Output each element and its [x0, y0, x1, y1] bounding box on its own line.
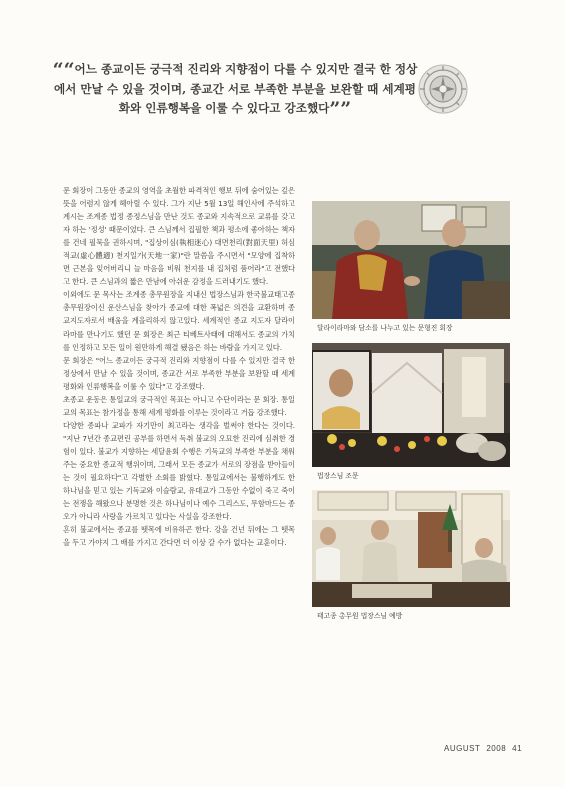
- photo-caption-3: 태고종 총무원 법장스님 예방: [317, 612, 403, 620]
- footer-month: AUGUST: [444, 744, 481, 753]
- paragraph-6: 흔히 불교에서는 종교를 뗏목에 비유하곤 한다. 강을 건넌 뒤에는 그 뗏목을 두고 가야지 그 배를 가지고 간다면 더 이상 갈 수가 없다는 교훈이다.: [63, 525, 295, 548]
- paragraph-4: 초종교 운동은 통일교의 궁극적인 목표는 아니고 수단이라는 문 회장. 통일교의 목표는 참가정을 통해 세계 평화를 이루는 것이라고 거듭 강조했다.: [63, 394, 295, 417]
- paragraph-2: 이외에도 문 목사는 조계종 총무원장을 지내신 법장스님과 한국불교태고종 총무원장이신 운산스님을 찾아가 종교에 대한 폭넓은 의견을 교환하며 종교지도자로서 배움을 계을리하지 않고있다. 세계적인 종교 지도자 달라이라마를 만나기도 했던 문 회장은 최근 티베트사태에 대해서도 종교의 가치를 인정하고 모든 일이 원만하게 해결 됐음은 하는 바람을 가지고 있다.: [63, 290, 295, 352]
- open-quote-mark: “: [52, 59, 64, 81]
- pull-quote-text: 어느 종교이든 궁극적 진리와 지향점이 다를 수 있지만 결국 한 정상에서 만날 수 있을 것이며, 종교간 서로 부족한 부분을 보완할 때 세계평화와 인류행복을 이룰 수 있다고 강조했다: [53, 62, 418, 115]
- article-body: [63, 184, 295, 549]
- pull-quote: ““어느 종교이든 궁극적 진리와 지향점이 다를 수 있지만 결국 한 정상에서 만날 수 있을 것이며, 종교간 서로 부족한 부분을 보완할 때 세계평화와 인류행복을 이룰 수 있다고 강조했다””: [52, 59, 418, 120]
- page-footer: [444, 744, 528, 753]
- page-number: 41: [512, 744, 523, 753]
- photo-caption-1: 달라이라마와 담소를 나누고 있는 문형진 회장: [317, 324, 453, 332]
- photo-taego-visit: [312, 490, 510, 607]
- footer-year: 2008: [486, 744, 507, 753]
- paragraph-5: 다양한 종파나 교파가 자기만이 최고라는 생각을 벌써야 한다는 것이다. "지난 7년간 종교편린 공부를 하면서 독취 불교의 오묘한 진리에 심취한 경험이 있다. 불교가 지향하는 세달윤회 수행은 기독교의 부족한 부분을 채워주는 중요한 종교적 행위이며, 그래서 모든 종교가 서로의 장점을 받아들이는 것이 필요하다"고 각별한 소회를 밝혔다. 통일교에서는 불행하게도 한 하나님을 믿고 있는 기독교와 이슬람교, 유대교가 그동안 수없이 죽고 죽이는 전쟁을 해왔으나 분명한 것은 하나님이나 예수 그리스도, 무함마드는 종오가 아니라 사랑을 가르치고 있다는 사실을 강조한다.: [63, 420, 295, 522]
- close-quote-mark: ”: [329, 98, 341, 120]
- paragraph-3: 문 회장은 "어느 종교이든 궁극적 진리와 지향점이 다를 수 있지만 결국 한 정상에서 만날 수 있을 것이며, 종교간 서로 부족한 부분을 보완할 때 세계평화와 인류행복을 이룰 수 있다"고 강조했다.: [63, 355, 295, 391]
- photo-caption-2: 법장스님 조문: [317, 472, 359, 480]
- paragraph-1: 문 회장이 그동안 종교의 영역을 초월한 파격적인 행보 뒤에 숨어있는 깊은 뜻을 어렴지 않게 헤아릴 수 있다. 그가 지난 5월 13일 해인사에 주석하고 계시는 조계종 법정 종정스님을 만난 것도 종교와 지속적으로 교류를 갖고자 하는 '정성' 때문이었다. 큰 스님께서 집필한 책과 평소에 좋아하는 책자를 건네 필묵을 권하시며, "집상이심(執相迷心) 대면천리(對面天里) 허심적교(虛心體適) 천지일가(天地一家)"란 말씀을 주시면서 "모양에 집착하면 근본을 잊어버리니 늘 마음을 비워 천지를 내 집처럼 품어라"고 전했다고 한다. 큰 스님과의 짧은 만남에 아쉬운 감정을 드러내기도 했다.: [63, 186, 295, 287]
- emblem-icon: [418, 64, 468, 114]
- photo-dalai-lama-meeting: [312, 201, 510, 319]
- photo-memorial-altar: [312, 343, 510, 467]
